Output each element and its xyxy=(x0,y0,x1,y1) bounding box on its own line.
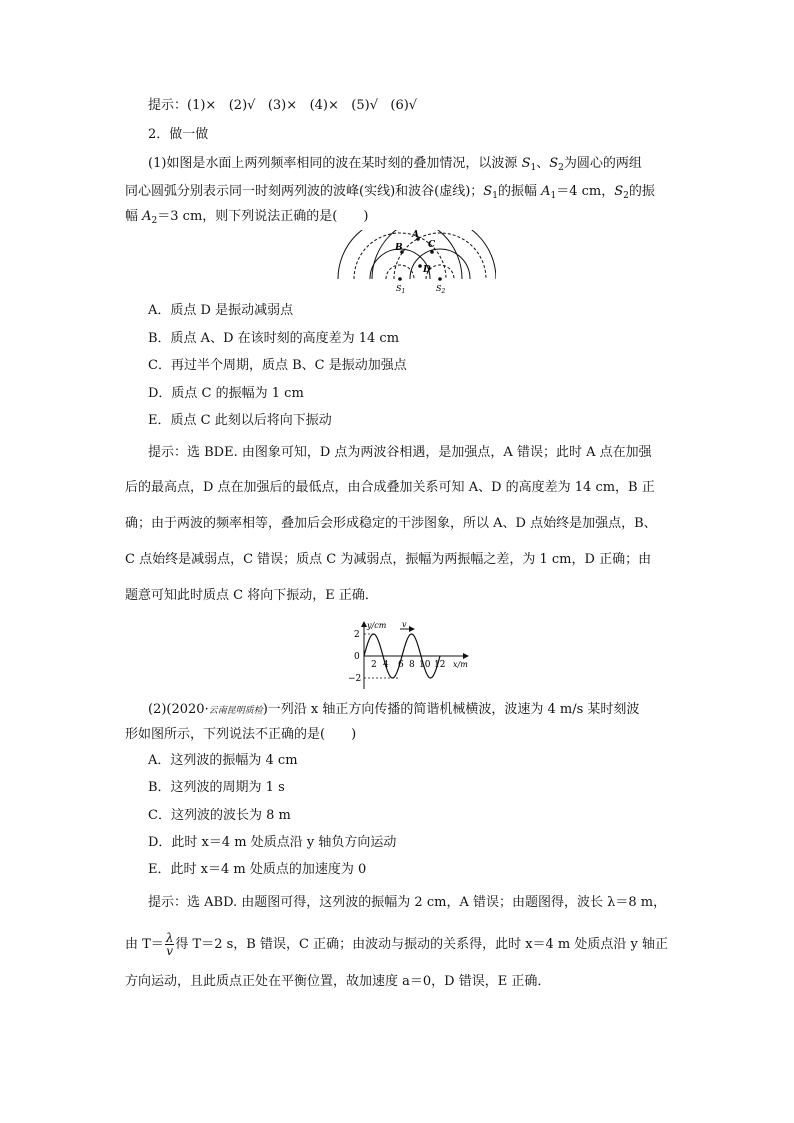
q2-hint-line-2: 由 T＝ $\frac{\lambda}{v}$ 得 T＝2 s，B 错误，C 正确；由波动与振动的关系得，此时 x＝4 m 处质点沿 y 轴正 xyxy=(125,931,669,958)
x-tick-4: 4 xyxy=(383,660,389,670)
q2-stem-line-1: (2)(2020·云南昆明质检)一列沿 x 轴正方向传播的简谐机械横波，波速为 4 m/s 某时刻波 xyxy=(148,702,640,717)
q1-option-e: E．质点 C 此刻以后将向下振动 xyxy=(148,413,332,428)
label-c: C xyxy=(428,240,436,250)
q1-option-a: A．质点 D 是振动减弱点 xyxy=(148,303,294,318)
hint-label: 提示： xyxy=(148,98,188,113)
s2-crest-inner xyxy=(410,249,470,279)
s1-crest-inner xyxy=(370,249,430,279)
wave-chart xyxy=(340,619,470,691)
answer-2: (2)√ xyxy=(228,98,256,113)
y-axis-label: y/cm xyxy=(367,621,387,630)
q2-option-a: A．这列波的振幅为 4 cm xyxy=(148,753,298,768)
q1-hint-line-3: 确；由于两波的频率相等，叠加后会形成稳定的干涉图象，所以 A、D 点始终是加强点，B、 xyxy=(125,516,657,531)
answer-1: (1)× xyxy=(187,98,217,113)
answer-3: (3)× xyxy=(267,98,298,113)
point-d-dot xyxy=(418,264,422,268)
point-c-dot xyxy=(430,250,434,254)
label-d: D xyxy=(423,265,431,275)
q1-hint-line-2: 后的最高点，D 点在加强后的最低点，由合成叠加关系可知 A、D 的高度差为 14 cm，B 正 xyxy=(125,480,655,495)
y-tick-2: 2 xyxy=(354,630,360,640)
q2-option-d: D．此时 x＝4 m 处质点沿 y 轴负方向运动 xyxy=(148,835,397,850)
y-tick-0: 0 xyxy=(354,652,360,662)
q1-stem-line-3: 幅 $A_2=3$ cm，则下列说法正确的是( ) xyxy=(125,209,369,226)
x-tick-12: 12 xyxy=(434,660,446,670)
s2-dot xyxy=(438,277,442,281)
q2-option-c: C．这列波的波长为 8 m xyxy=(148,808,291,823)
q2-hint-line-3: 方向运动，且此质点正处在平衡位置，故加速度 a＝0，D 错误，E 正确． xyxy=(125,974,551,989)
answer-4: (4)× xyxy=(309,98,339,113)
hint-answers-line xyxy=(148,97,417,115)
s1-crest-outer xyxy=(338,230,462,279)
label-s2: $S_2$ xyxy=(436,284,446,295)
q1-hint-line-5: 题意可知此时质点 C 将向下振动，E 正确． xyxy=(125,588,378,603)
q1-stem-line-2: 同心圆弧分别表示同一时刻两列波的波峰(实线)和波谷(虚线)；$S_1$的振幅 $A_1=4$ cm，$S_2$的振 xyxy=(125,184,655,201)
q1-hint-line-4: C 点始终是减弱点，C 错误；质点 C 为减弱点，振幅为两振幅之差，为 1 cm，D 正确；由 xyxy=(125,552,652,567)
x-tick-8: 8 xyxy=(409,660,415,670)
label-b: B xyxy=(395,243,403,253)
q2-hint-line-1: 提示：选 ABD. 由题图可得，这列波的振幅为 2 cm，A 错误；由题图得，波长 λ＝8 m， xyxy=(148,895,667,910)
section-2-title: 2．做一做 xyxy=(148,127,209,142)
answer-5: (5)√ xyxy=(351,98,378,113)
s2-crest-outer xyxy=(372,230,496,279)
q2-stem-line-2: 形如图所示，下列说法不正确的是( ) xyxy=(125,727,357,742)
answer-6: (6)√ xyxy=(390,98,418,113)
q1-option-d: D．质点 C 的振幅为 1 cm xyxy=(148,386,304,401)
x-tick-10: 10 xyxy=(419,660,431,670)
x-tick-6: 6 xyxy=(398,660,404,670)
y-tick-neg2: −2 xyxy=(348,674,362,684)
q1-option-c: C．再过半个周期，质点 B、C 是振动加强点 xyxy=(148,358,407,373)
q1-hint-line-1: 提示：选 BDE. 由图象可知，D 点为两波谷相遇，是加强点，A 错误；此时 A 点在加强 xyxy=(148,445,652,460)
q1-stem-line-1: (1)如图是水面上两列频率相同的波在某时刻的叠加情况，以波源 $S_1$、$S_2$为圆心的两组 xyxy=(148,156,642,173)
q2-source: 云南昆明质检 xyxy=(208,706,263,716)
velocity-label: v xyxy=(402,620,407,629)
label-s1: $S_1$ xyxy=(396,284,406,295)
q2-option-b: B．这列波的周期为 1 s xyxy=(148,780,285,795)
fraction-lambda-over-v: $\frac{\lambda}{v}$ xyxy=(165,931,174,958)
q2-option-e: E．此时 x＝4 m 处质点的加速度为 0 xyxy=(148,862,367,877)
label-a: A xyxy=(412,230,419,240)
x-tick-2: 2 xyxy=(371,660,377,670)
q1-option-b: B．质点 A、D 在该时刻的高度差为 14 cm xyxy=(148,331,400,346)
x-axis-label: x/m xyxy=(453,660,468,669)
interference-figure xyxy=(336,230,496,295)
s1-dot xyxy=(398,277,402,281)
